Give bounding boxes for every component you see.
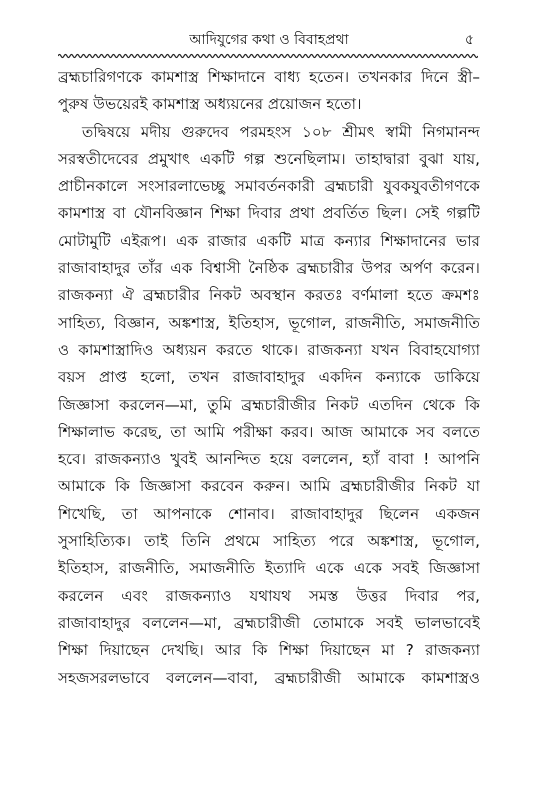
text-line: শিক্ষালাভ করেছ, তা আমি পরীক্ষা করব। আজ আমাকে সব বলতে: [58, 422, 480, 441]
text-line: বয়স প্রাপ্ত হলো, তখন রাজাবাহাদুর একদিন কন্যাকে ডাকিয়ে: [58, 368, 480, 387]
page-number: ৫: [464, 32, 474, 48]
text-line: জিজ্ঞাসা করলেন—মা, তুমি ব্রহ্মচারীজীর নিকট এতদিন থেকে কি: [58, 395, 480, 414]
text-line: করলেন এবং রাজকন্যাও যথাযথ সমস্ত উত্তর দিবার পর,: [58, 586, 480, 605]
text-line: রাজাবাহাদুর তাঁর এক বিশ্বাসী নৈষ্ঠিক ব্রহ্মচারীর উপর অর্পণ করেন।: [58, 259, 480, 278]
text-line: ইতিহাস, রাজনীতি, সমাজনীতি ইত্যাদি একে একে সবই জিজ্ঞাসা: [58, 559, 480, 578]
text-line: সরস্বতীদেবের প্রমুখাৎ একটি গল্প শুনেছিলাম। তাহাদ্বারা বুঝা যায়,: [58, 149, 480, 168]
text-line: মোটামুটি এইরূপ। এক রাজার একটি মাত্র কন্যার শিক্ষাদানের ভার: [58, 231, 480, 250]
wavy-header-rule: [58, 52, 478, 60]
text-line: ও কামশাস্ত্রাদিও অধ্যয়ন করতে থাকে। রাজকন্যা যখন বিবাহযোগ্যা: [58, 340, 480, 359]
text-line: শিক্ষা দিয়াছেন দেখছি। আর কি শিক্ষা দিয়াছেন মা ? রাজকন্যা: [58, 641, 480, 660]
text-line: সুসাহিত্যিক। তাই তিনি প্রথমে সাহিত্য পরে অঙ্কশাস্ত্র, ভূগোল,: [58, 532, 480, 551]
text-line: কামশাস্ত্র বা যৌনবিজ্ঞান শিক্ষা দিবার প্রথা প্রবর্তিত ছিল। সেই গল্পটি: [58, 204, 480, 223]
text-line: হবে। রাজকন্যাও খুবই আনন্দিত হয়ে বললেন, হ্যাঁ বাবা ! আপনি: [58, 450, 480, 469]
text-line: ব্রহ্মচারিগণকে কামশাস্ত্র শিক্ষাদানে বাধ্য হতেন। তখনকার দিনে স্ত্রী–: [58, 68, 480, 86]
text-line: সহজসরলভাবে বললেন—বাবা, ব্রহ্মচারীজী আমাকে কামশাস্ত্রও: [58, 668, 480, 687]
text-line: প্রাচীনকালে সংসারলাভেচ্ছু সমাবর্তনকারী ব্রহ্মচারী যুবকযুবতীগণকে: [58, 177, 480, 196]
text-line: আমাকে কি জিজ্ঞাসা করবেন করুন। আমি ব্রহ্মচারীজীর নিকট যা: [58, 477, 480, 496]
text-line: পুরুষ উভয়েরই কামশাস্ত্র অধ্যয়নের প্রয়োজন হতো।: [58, 95, 362, 114]
text-line: তদ্বিষয়ে মদীয় গুরুদেব পরমহংস ১০৮ শ্রীমৎ স্বামী নিগমানন্দ: [82, 122, 480, 141]
running-head: আদিযুগের কথা ও বিবাহপ্রথা: [189, 32, 349, 48]
text-line: সাহিত্য, বিজ্ঞান, অঙ্কশাস্ত্র, ইতিহাস, ভূগোল, রাজনীতি, সমাজনীতি: [58, 313, 480, 332]
text-line: রাজাবাহাদুর বললেন—মা, ব্রহ্মচারীজী তোমাকে সবই ভালভাবেই: [58, 613, 480, 632]
text-line: রাজকন্যা ঐ ব্রহ্মচারীর নিকট অবস্থান করতঃ বর্ণমালা হতে ক্রমশঃ: [58, 286, 480, 305]
page-header: [58, 30, 480, 52]
text-line: শিখেছি, তা আপনাকে শোনাব। রাজাবাহাদুর ছিলেন একজন: [58, 504, 480, 523]
body-text: [58, 64, 480, 692]
